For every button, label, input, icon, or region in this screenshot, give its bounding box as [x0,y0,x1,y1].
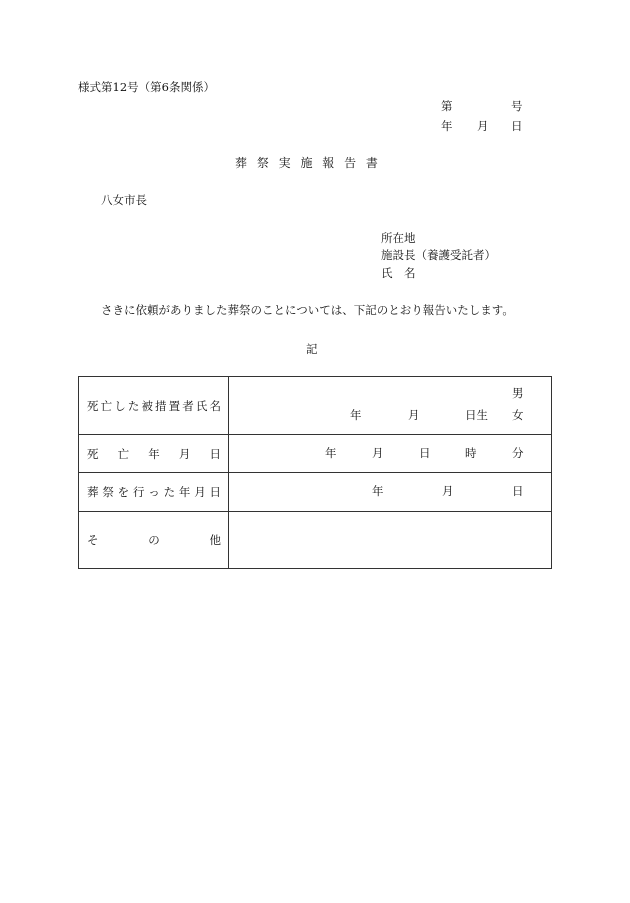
birth-year-unit: 年 [350,408,362,422]
funeral-year-unit: 年 [372,484,384,498]
gender-male-option: 男 [512,386,524,400]
table-row [79,377,552,435]
birth-month-unit: 月 [408,408,420,422]
row-label-other [79,512,229,569]
form-number: 様式第12号（第6条関係） [78,80,215,94]
body-text: さきに依頼がありました葬祭のことについては、下記のとおり報告いたします。 [101,303,514,317]
death-date-value-cell[interactable] [229,435,552,473]
label-text: 死 亡 し た 被 措 置 者 氏 名 [87,398,221,413]
label-text: 死 亡 年 月 日 [87,446,221,461]
row-label-death-date [79,435,229,473]
funeral-date-value-cell[interactable] [229,473,552,512]
funeral-month-unit: 月 [442,484,454,498]
reporter-name-label: 氏 名 [381,266,416,280]
death-hour-unit: 時 [465,446,477,460]
report-table [78,376,552,569]
reporter-facility-head-label: 施設長（養護受託者） [381,248,496,262]
funeral-day-unit: 日 [512,484,524,498]
ki-heading: 記 [306,342,318,356]
label-text: そ の 他 [87,533,221,547]
date-day: 日 [511,119,523,133]
document-title: 葬 祭 実 施 報 告 書 [235,156,378,170]
reporter-location-label: 所在地 [381,231,416,245]
death-minute-unit: 分 [512,446,524,460]
table-row [79,473,552,512]
label-text: 葬 祭 を 行 っ た 年 月 日 [87,485,221,499]
row-label-funeral-date [79,473,229,512]
deceased-name-value-cell[interactable] [229,377,552,435]
date-year: 年 [441,119,453,133]
doc-number-prefix: 第 [441,99,453,113]
death-day-unit: 日 [419,446,431,460]
date-month: 月 [477,119,489,133]
row-label-deceased-name [79,377,229,435]
death-year-unit: 年 [325,446,337,460]
table-row [79,435,552,473]
doc-number-suffix: 号 [511,99,523,113]
addressee: 八女市長 [101,193,147,207]
gender-female-option: 女 [512,408,524,422]
birth-day-unit: 日生 [465,408,488,422]
death-month-unit: 月 [372,446,384,460]
other-value-cell[interactable] [229,512,552,569]
table-row [79,512,552,569]
